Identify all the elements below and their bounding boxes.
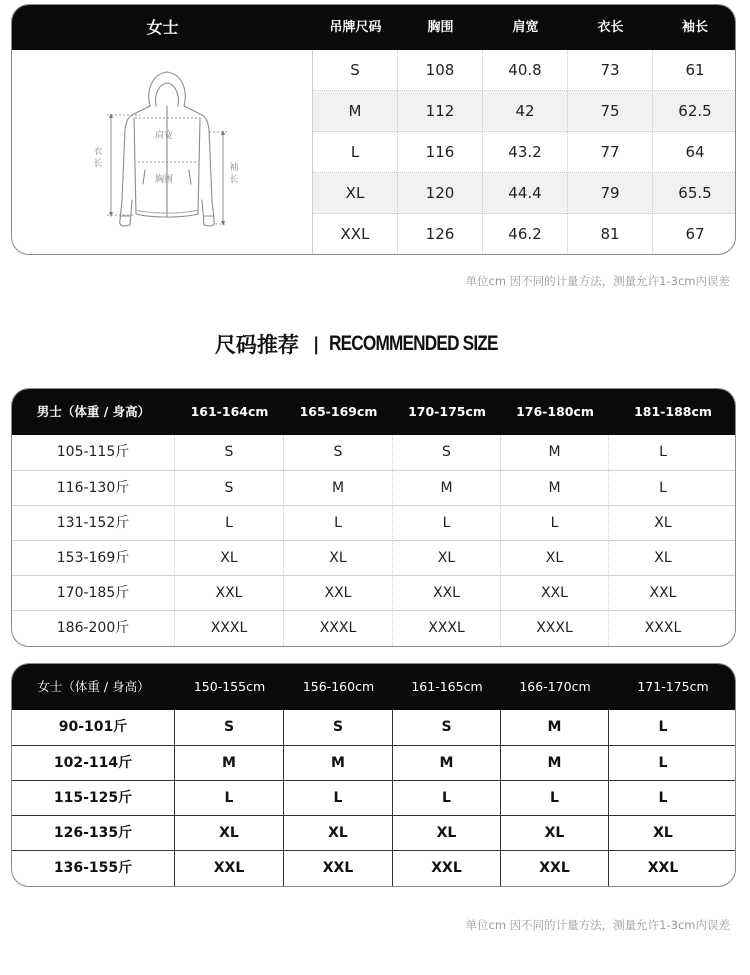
sleeve-cell: 64 [685, 143, 705, 161]
men-header-height: 181-188cm [634, 404, 712, 419]
size-cell: M [284, 471, 393, 506]
women-header-height: 166-170cm [519, 679, 591, 694]
size-cell: M [393, 746, 501, 781]
weight-cell: 102-114斤 [12, 746, 175, 781]
women-header-height: 161-165cm [411, 679, 483, 694]
size-cell: XXL [501, 576, 609, 611]
size-cell: S [175, 435, 284, 470]
measurement-note: 单位cm 因不同的计量方法，测量允许1-3cm内误差 [465, 274, 730, 288]
header-tag-size: 吊牌尺码 [329, 20, 382, 35]
length-cell: 79 [568, 173, 653, 214]
length-cell: 73 [568, 50, 653, 91]
section-title-separator: | [312, 333, 320, 355]
shoulder-cell: 40.8 [483, 50, 568, 91]
section-title-cn: 尺码推荐 [214, 333, 299, 357]
length-cell: 75 [568, 91, 653, 132]
jacket-measurement-figure [12, 50, 313, 255]
men-table-header [12, 389, 735, 435]
header-shoulder: 肩宽 [512, 20, 539, 35]
size-cell: L [501, 506, 609, 541]
women-recommend-table [11, 663, 736, 887]
size-cell: M [175, 746, 284, 781]
weight-cell: 105-115斤 [12, 435, 175, 470]
size-cell: XXL [647, 860, 679, 876]
chest-cell: 116 [398, 132, 483, 173]
size-cell: S [284, 710, 393, 745]
size-cell: L [393, 506, 501, 541]
jacket-outline-icon [12, 50, 313, 255]
table-row [12, 505, 735, 540]
size-cell: L [659, 480, 667, 496]
bottom-measurement-note: 单位cm 因不同的计量方法，测量允许1-3cm内误差 [465, 918, 730, 932]
men-header-height: 170-175cm [408, 404, 486, 419]
size-cell: XL [393, 541, 501, 576]
size-cell: XXXL [284, 611, 393, 646]
garment-size-body [12, 50, 736, 255]
header-length: 衣长 [597, 20, 624, 35]
sleeve-label: 袖 长 [229, 163, 239, 185]
men-header-height: 161-164cm [190, 404, 269, 419]
size-cell: M [313, 91, 398, 132]
size-cell: XXL [313, 214, 398, 255]
size-cell: M [501, 471, 609, 506]
size-cell: M [393, 471, 501, 506]
size-cell: M [501, 435, 609, 470]
men-header-label: 男士（体重 / 身高） [36, 404, 151, 419]
table-row [12, 610, 735, 645]
garment-size-table [11, 4, 736, 255]
size-cell: XXL [175, 576, 284, 611]
size-row [313, 50, 736, 91]
size-cell: XL [393, 816, 501, 851]
length-cell: 81 [568, 214, 653, 255]
chest-label: 胸围 [155, 175, 174, 185]
header-chest: 胸围 [427, 20, 454, 35]
size-cell: XXL [649, 585, 677, 601]
size-cell: L [313, 132, 398, 173]
weight-cell: 116-130斤 [12, 471, 175, 506]
women-header-height: 171-175cm [637, 679, 709, 694]
women-header-height: 156-160cm [302, 679, 375, 694]
length-cell: 77 [568, 132, 653, 173]
size-cell: L [175, 506, 284, 541]
shoulder-cell: 44.4 [483, 173, 568, 214]
size-cell: S [393, 710, 501, 745]
size-cell: M [501, 746, 609, 781]
weight-cell: 170-185斤 [12, 576, 175, 611]
size-row [313, 173, 736, 214]
size-cell: S [175, 710, 284, 745]
weight-cell: 136-155斤 [12, 851, 175, 886]
size-cell: L [658, 719, 668, 735]
size-row [313, 91, 736, 132]
size-cell: XXL [393, 851, 501, 886]
women-header-height: 150-155cm [193, 679, 266, 694]
chest-cell: 120 [398, 173, 483, 214]
size-cell: L [501, 781, 609, 816]
size-cell: L [175, 781, 284, 816]
size-cell: XXL [393, 576, 501, 611]
chest-cell: 108 [398, 50, 483, 91]
men-header-height: 165-169cm [299, 404, 378, 419]
size-cell: L [658, 755, 668, 771]
men-recommend-table [11, 388, 736, 647]
table-row [12, 710, 735, 745]
size-cell: XXXL [175, 611, 284, 646]
table-row [12, 745, 735, 780]
header-sleeve: 袖长 [681, 20, 708, 35]
size-cell: XL [501, 816, 609, 851]
size-row [313, 132, 736, 173]
shoulder-cell: 43.2 [483, 132, 568, 173]
section-title-en: RECOMMENDED SIZE [329, 332, 499, 355]
size-cell: XL [653, 825, 673, 841]
size-cell: XL [654, 515, 672, 531]
size-cell: XL [284, 541, 393, 576]
size-cell: L [284, 506, 393, 541]
women-table-header [12, 664, 735, 710]
size-cell: L [659, 444, 667, 460]
table-row [12, 850, 735, 885]
size-cell: XXL [175, 851, 284, 886]
weight-cell: 126-135斤 [12, 816, 175, 851]
table-row [12, 780, 735, 815]
size-cell: XL [175, 816, 284, 851]
size-cell: L [284, 781, 393, 816]
section-title [0, 329, 750, 359]
size-cell: XXXL [644, 620, 682, 636]
men-table-body [12, 435, 735, 645]
size-cell: XXL [501, 851, 609, 886]
table-row [12, 540, 735, 575]
chest-cell: 112 [398, 91, 483, 132]
size-cell: M [284, 746, 393, 781]
weight-cell: 153-169斤 [12, 541, 175, 576]
shoulder-cell: 42 [483, 91, 568, 132]
size-cell: L [393, 781, 501, 816]
table-row [12, 470, 735, 505]
size-cell: S [284, 435, 393, 470]
weight-cell: 90-101斤 [12, 710, 175, 745]
size-row [313, 214, 736, 255]
table-row [12, 575, 735, 610]
sleeve-cell: 62.5 [678, 102, 712, 120]
header-gender: 女士 [146, 18, 179, 37]
table-row [12, 435, 735, 470]
weight-cell: 115-125斤 [12, 781, 175, 816]
size-cell: XXXL [393, 611, 501, 646]
size-cell: S [393, 435, 501, 470]
size-cell: XL [284, 816, 393, 851]
shoulder-label: 肩宽 [155, 131, 174, 141]
size-cell: XL [654, 550, 672, 566]
garment-size-header [12, 5, 736, 50]
size-cell: S [313, 50, 398, 91]
men-header-height: 176-180cm [516, 404, 594, 419]
size-cell: XXL [284, 851, 393, 886]
size-cell: XXXL [501, 611, 609, 646]
size-cell: M [501, 710, 609, 745]
sleeve-cell: 65.5 [678, 184, 712, 202]
sleeve-cell: 67 [685, 225, 705, 243]
sleeve-cell: 61 [685, 61, 705, 79]
size-cell: L [658, 790, 668, 806]
weight-cell: 186-200斤 [12, 611, 175, 646]
table-row [12, 815, 735, 850]
shoulder-cell: 46.2 [483, 214, 568, 255]
women-table-body [12, 710, 735, 885]
length-label: 衣 长 [93, 147, 103, 169]
size-cell: S [175, 471, 284, 506]
size-cell: XL [175, 541, 284, 576]
chest-cell: 126 [398, 214, 483, 255]
women-header-label: 女士（体重 / 身高） [37, 679, 150, 694]
weight-cell: 131-152斤 [12, 506, 175, 541]
size-cell: XXL [284, 576, 393, 611]
size-cell: XL [313, 173, 398, 214]
size-cell: XL [501, 541, 609, 576]
